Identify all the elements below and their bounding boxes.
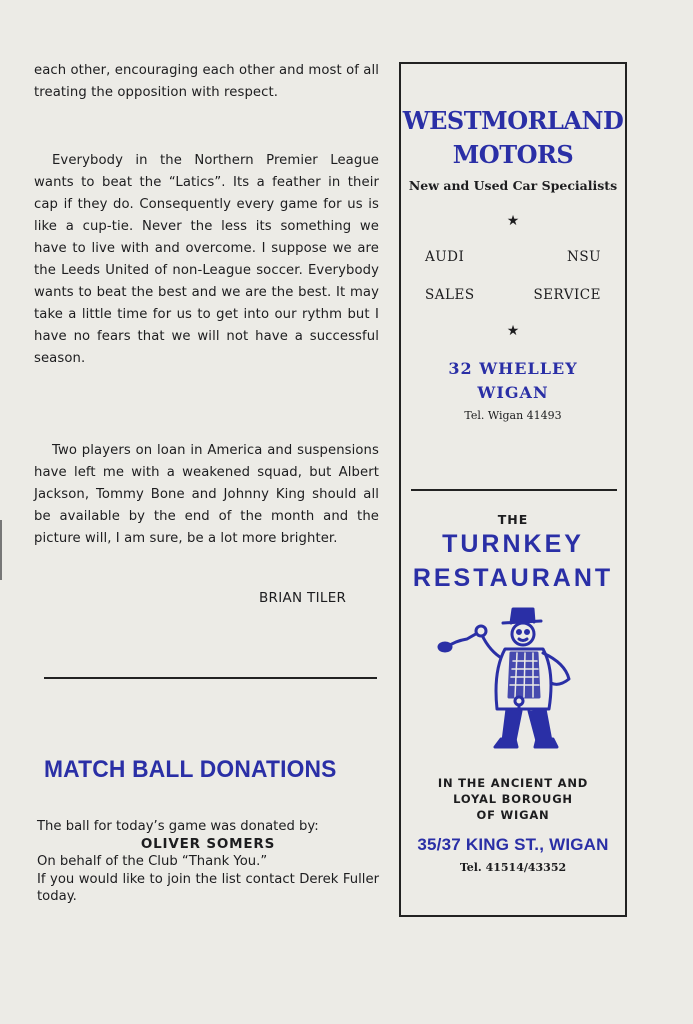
donations-line-3: If you would like to join the list contact Derek Fuller today. <box>37 871 379 904</box>
turnkey-advert <box>401 512 625 874</box>
westmorland-title-1: WESTMORLAND <box>402 106 624 135</box>
star-icon: ★ <box>506 323 520 339</box>
westmorland-address <box>401 357 625 405</box>
turnkey-name-2: RESTAURANT <box>412 564 614 592</box>
sales-label: SALES <box>425 287 475 303</box>
address-line-1: 32 WHELLEY <box>448 359 578 378</box>
donor-name: OLIVER SOMERS <box>140 835 276 852</box>
brand-nsu: NSU <box>567 249 601 265</box>
article-paragraph-1: each other, encouraging each other and most of all treating the opposition with respect. <box>34 63 379 100</box>
donations-body <box>37 818 379 906</box>
donations-line-2: On behalf of the Club “Thank You.” <box>37 854 268 869</box>
services-row <box>401 287 625 303</box>
brand-audi: AUDI <box>425 249 465 265</box>
westmorland-telephone: Tel. Wigan 41493 <box>464 409 562 422</box>
turnkey-tagline <box>401 775 625 823</box>
service-label: SERVICE <box>533 287 601 303</box>
article-signature: BRIAN TILER <box>259 590 347 606</box>
margin-mark <box>0 520 2 580</box>
turnkey-telephone: Tel. 41514/43352 <box>459 861 567 874</box>
turnkey-mascot-icon <box>433 601 593 761</box>
westmorland-subtitle: New and Used Car Specialists <box>408 178 618 193</box>
tagline-line-1: IN THE ANCIENT AND <box>437 776 589 790</box>
tagline-line-3: OF WIGAN <box>476 808 550 822</box>
address-line-2: WIGAN <box>477 383 549 402</box>
westmorland-advert <box>401 104 625 422</box>
article-paragraph-2: Everybody in the Northern Premier League wants to beat the “Latics”. Its a feather in their cap if they do. Consequently every game for us is like a cup-tie. Never the less its something we have to live with and overcome. I suppose we are the Leeds United of non-League soccer. Everybody wants to beat the best and we are the best. It may take a little time for us to get into our rythm but I have no fears that we will not have a successful season. <box>34 153 379 366</box>
article-paragraph-3: Two players on loan in America and suspensions have left me with a weakened squad, but Albert Jackson, Tommy Bone and Johnny King should all be available by the end of the month and the picture will, I am sure, be a lot more brighter. <box>34 443 379 546</box>
advert-divider <box>411 489 617 491</box>
advert-box <box>399 62 627 917</box>
westmorland-title-2: MOTORS <box>452 140 574 169</box>
turnkey-address: 35/37 KING ST., WIGAN <box>417 835 609 854</box>
turnkey-the: THE <box>497 512 529 527</box>
star-icon: ★ <box>506 213 520 229</box>
donations-title: MATCH BALL DONATIONS <box>44 756 337 783</box>
brands-row <box>401 249 625 265</box>
donations-line-1: The ball for today’s game was donated by: <box>37 819 319 834</box>
section-divider <box>44 677 377 679</box>
turnkey-name-1: TURNKEY <box>442 530 584 558</box>
tagline-line-2: LOYAL BOROUGH <box>453 792 573 806</box>
